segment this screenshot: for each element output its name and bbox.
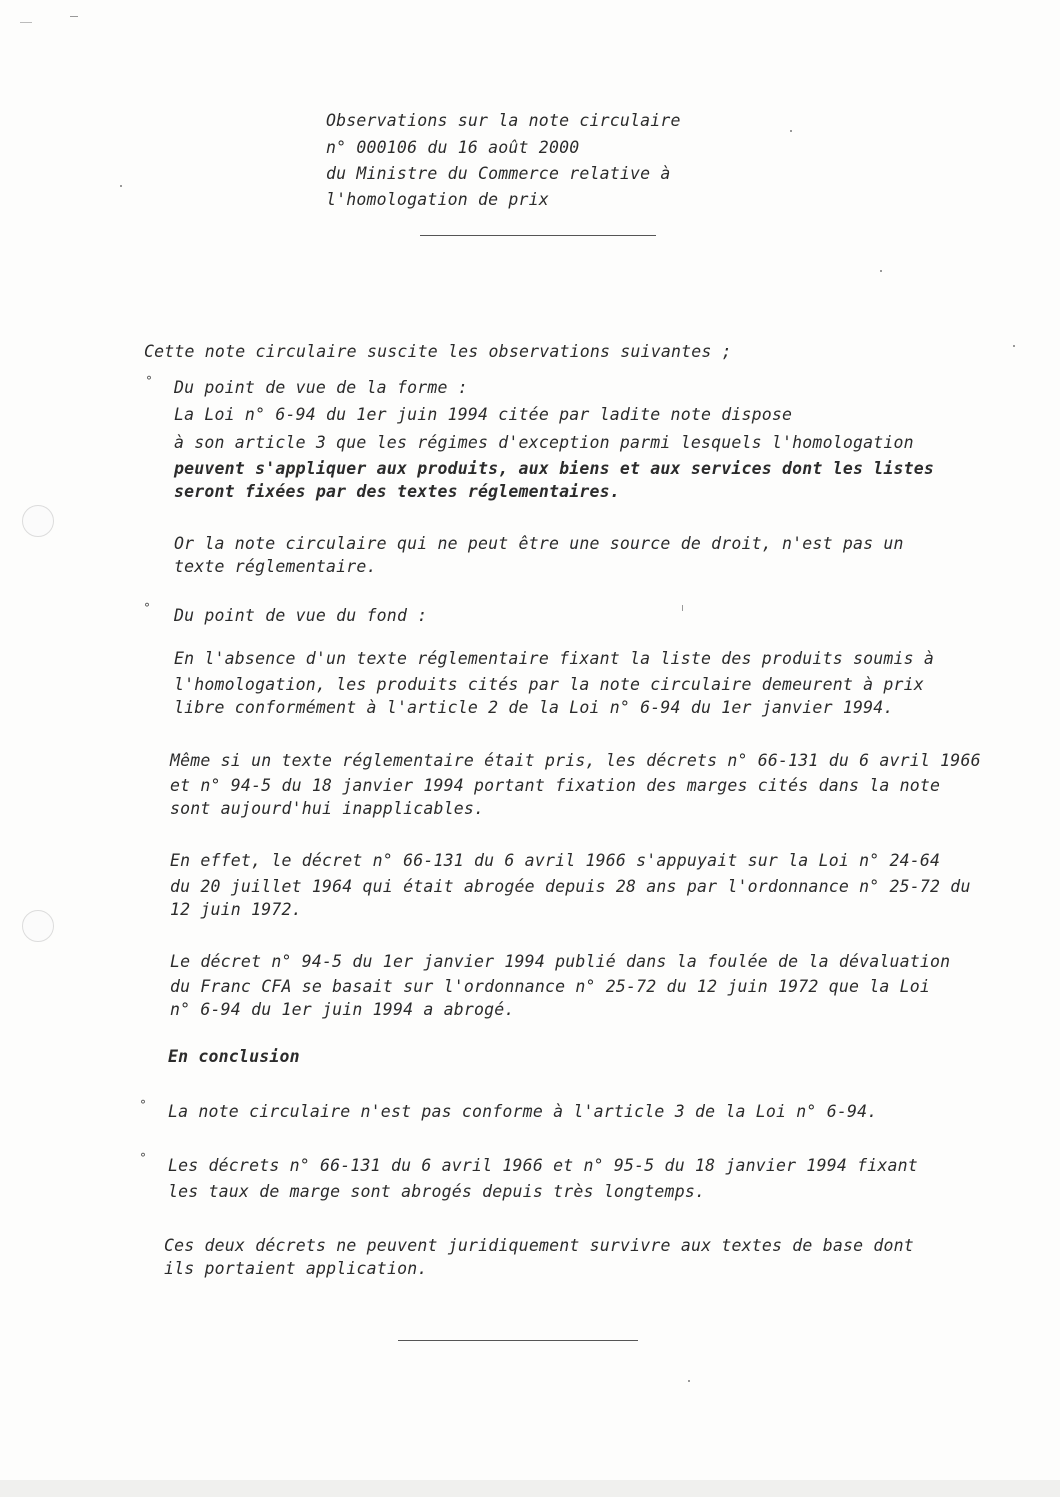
conclusion-title: En conclusion bbox=[168, 1047, 300, 1066]
header-line-3: du Ministre du Commerce relative à bbox=[326, 164, 671, 183]
fond-p2-line-2: et n° 94-5 du 18 janvier 1994 portant fixation des marges cités dans la note bbox=[170, 776, 941, 795]
forme-p2-line-1: Or la note circulaire qui ne peut être une source de droit, n'est pas un bbox=[174, 534, 904, 553]
scan-bottom-edge bbox=[0, 1480, 1060, 1497]
scan-speck bbox=[688, 1380, 690, 1382]
fond-p2-line-3: sont aujourd'hui inapplicables. bbox=[170, 799, 485, 818]
fond-p1-line-3: libre conformément à l'article 2 de la Loi n° 6-94 du 1er janvier 1994. bbox=[174, 698, 894, 717]
forme-p1-line-4: seront fixées par des textes réglementaires. bbox=[174, 482, 620, 501]
scan-speck bbox=[70, 16, 78, 17]
fond-p4-line-1: Le décret n° 94-5 du 1er janvier 1994 publié dans la foulée de la dévaluation bbox=[170, 952, 951, 971]
fond-p3-line-1: En effet, le décret n° 66-131 du 6 avril 1966 s'appuyait sur la Loi n° 24-64 bbox=[170, 851, 941, 870]
final-paragraph-line-2: ils portaient application. bbox=[164, 1259, 428, 1278]
fond-p4-line-2: du Franc CFA se basait sur l'ordonnance n° 25-72 du 12 juin 1972 que la Loi bbox=[170, 977, 931, 996]
punch-hole-top bbox=[22, 505, 54, 537]
intro-text: Cette note circulaire suscite les observations suivantes ; bbox=[144, 342, 732, 361]
bullet-forme: ° bbox=[146, 374, 152, 388]
bullet-conclusion-2: ° bbox=[140, 1151, 146, 1165]
scan-speck bbox=[790, 130, 792, 132]
forme-p1-line-3: peuvent s'appliquer aux produits, aux biens et aux services dont les listes bbox=[174, 459, 935, 478]
bullet-fond: ° bbox=[144, 601, 150, 615]
fond-p1-line-1: En l'absence d'un texte réglementaire fixant la liste des produits soumis à bbox=[174, 649, 935, 668]
forme-p2-line-2: texte réglementaire. bbox=[174, 557, 377, 576]
header-line-1: Observations sur la note circulaire bbox=[326, 111, 681, 130]
fond-p2-line-1: Même si un texte réglementaire était pris, les décrets n° 66-131 du 6 avril 1966 bbox=[170, 751, 981, 770]
forme-p1-line-1: La Loi n° 6-94 du 1er juin 1994 citée par ladite note dispose bbox=[174, 405, 793, 424]
closing-rule bbox=[398, 1340, 638, 1341]
final-paragraph-line-1: Ces deux décrets ne peuvent juridiquement survivre aux textes de base dont bbox=[164, 1236, 914, 1255]
fond-p1-line-2: l'homologation, les produits cités par la note circulaire demeurent à prix bbox=[174, 675, 924, 694]
header-underline bbox=[420, 235, 656, 236]
conclusion-item-2-line-1: Les décrets n° 66-131 du 6 avril 1966 et n° 95-5 du 18 janvier 1994 fixant bbox=[168, 1156, 918, 1175]
conclusion-item-1: La note circulaire n'est pas conforme à l'article 3 de la Loi n° 6-94. bbox=[168, 1102, 878, 1121]
section-fond-title: Du point de vue du fond : bbox=[174, 606, 428, 625]
section-forme-title: Du point de vue de la forme : bbox=[174, 378, 468, 397]
scan-speck bbox=[682, 605, 683, 611]
header-line-4: l'homologation de prix bbox=[326, 190, 549, 209]
conclusion-item-2-line-2: les taux de marge sont abrogés depuis très longtemps. bbox=[168, 1182, 706, 1201]
fond-p3-line-2: du 20 juillet 1964 qui était abrogée depuis 28 ans par l'ordonnance n° 25-72 du bbox=[170, 877, 971, 896]
scan-speck bbox=[880, 270, 882, 272]
fond-p3-line-3: 12 juin 1972. bbox=[170, 900, 302, 919]
header-line-2: n° 000106 du 16 août 2000 bbox=[326, 138, 580, 157]
scan-speck bbox=[20, 22, 32, 23]
scan-speck bbox=[120, 185, 122, 187]
forme-p1-line-2: à son article 3 que les régimes d'exception parmi lesquels l'homologation bbox=[174, 433, 914, 452]
fond-p4-line-3: n° 6-94 du 1er juin 1994 a abrogé. bbox=[170, 1000, 515, 1019]
bullet-conclusion-1: ° bbox=[140, 1098, 146, 1112]
punch-hole-bottom bbox=[22, 910, 54, 942]
scan-speck bbox=[1013, 345, 1015, 347]
